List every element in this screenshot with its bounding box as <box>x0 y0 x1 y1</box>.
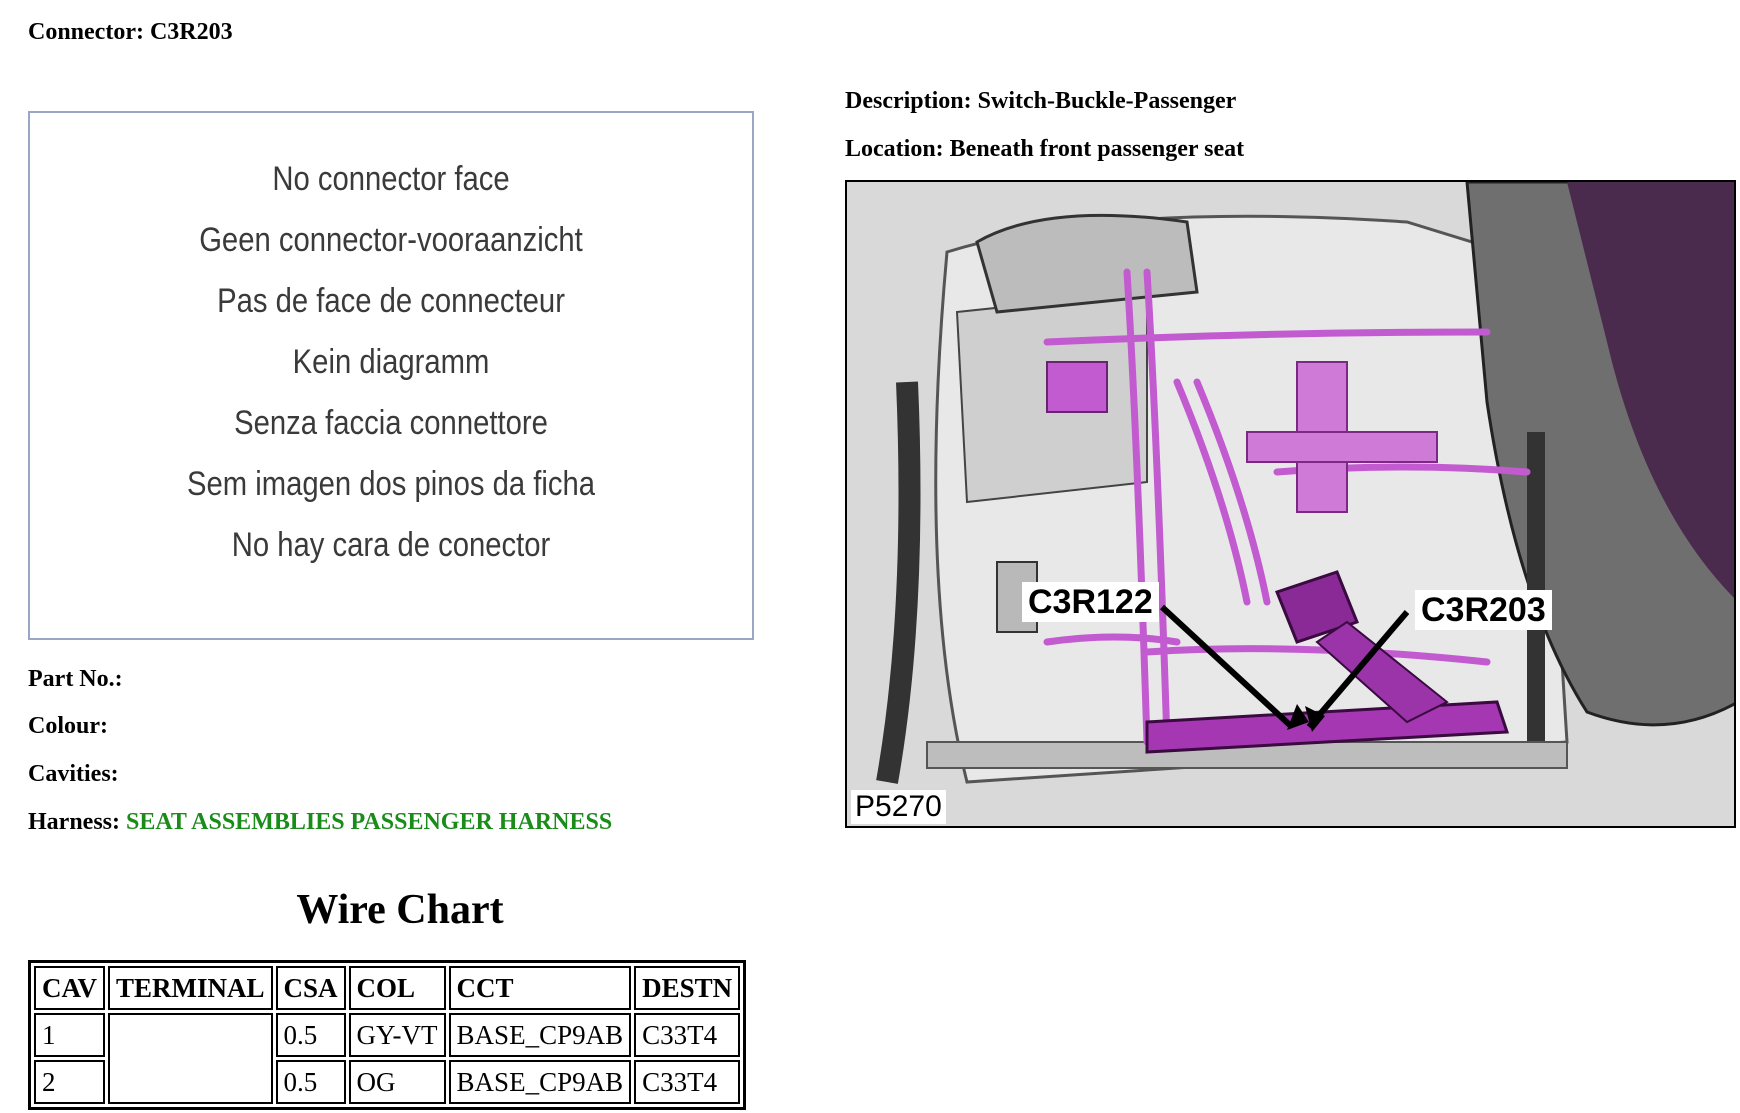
callout-c3r122: C3R122 <box>1022 582 1159 622</box>
connector-heading <box>28 18 233 46</box>
column-header-col: COL <box>349 966 446 1010</box>
seat-underside-illustration <box>847 182 1736 828</box>
table-header-row <box>34 966 740 1010</box>
face-text-fr: Pas de face de connecteur <box>217 282 565 320</box>
location-image <box>845 180 1736 828</box>
location-label: Location: <box>845 136 944 162</box>
table-row <box>34 1013 740 1057</box>
column-header-cct: CCT <box>449 966 632 1010</box>
harness-link[interactable]: SEAT ASSEMBLIES PASSENGER HARNESS <box>126 809 613 835</box>
image-id-label: P5270 <box>851 790 946 824</box>
description-row <box>845 87 1236 115</box>
cell-cct: BASE_CP9AB <box>449 1013 632 1057</box>
cell-destn: C33T4 <box>634 1013 740 1057</box>
face-text-pt: Sem imagen dos pinos da ficha <box>187 465 595 503</box>
column-header-destn: DESTN <box>634 966 740 1010</box>
callout-c3r203: C3R203 <box>1415 590 1552 630</box>
face-text-en: No connector face <box>272 160 510 198</box>
cell-cct: BASE_CP9AB <box>449 1060 632 1104</box>
cell-destn: C33T4 <box>634 1060 740 1104</box>
description-label: Description: <box>845 88 972 114</box>
part-number-label: Part No.: <box>28 666 123 692</box>
harness-label: Harness: <box>28 809 120 835</box>
face-text-it: Senza faccia connettore <box>234 404 548 442</box>
cell-csa: 0.5 <box>276 1013 346 1057</box>
cell-cav: 2 <box>34 1060 105 1104</box>
connector-value: C3R203 <box>149 19 233 45</box>
location-value: Beneath front passenger seat <box>949 136 1245 162</box>
cell-col: GY-VT <box>349 1013 446 1057</box>
face-text-es: No hay cara de conector <box>231 526 551 564</box>
wire-chart-title: Wire Chart <box>296 887 504 933</box>
face-text-nl: Geen connector-vooraanzicht <box>199 221 583 259</box>
wire-chart-table <box>28 960 746 1110</box>
description-value: Switch-Buckle-Passenger <box>977 88 1237 114</box>
cell-cav: 1 <box>34 1013 105 1057</box>
cell-col: OG <box>349 1060 446 1104</box>
column-header-terminal: TERMINAL <box>108 966 273 1010</box>
connector-face-panel <box>28 111 754 640</box>
face-text-de: Kein diagramm <box>292 343 490 381</box>
location-row <box>845 135 1244 163</box>
cavities-label: Cavities: <box>28 761 119 787</box>
cell-csa: 0.5 <box>276 1060 346 1104</box>
colour-label: Colour: <box>28 713 108 739</box>
harness-row <box>28 808 612 836</box>
connector-label: Connector: <box>28 19 144 45</box>
column-header-cav: CAV <box>34 966 105 1010</box>
cell-terminal <box>108 1013 273 1104</box>
column-header-csa: CSA <box>276 966 346 1010</box>
